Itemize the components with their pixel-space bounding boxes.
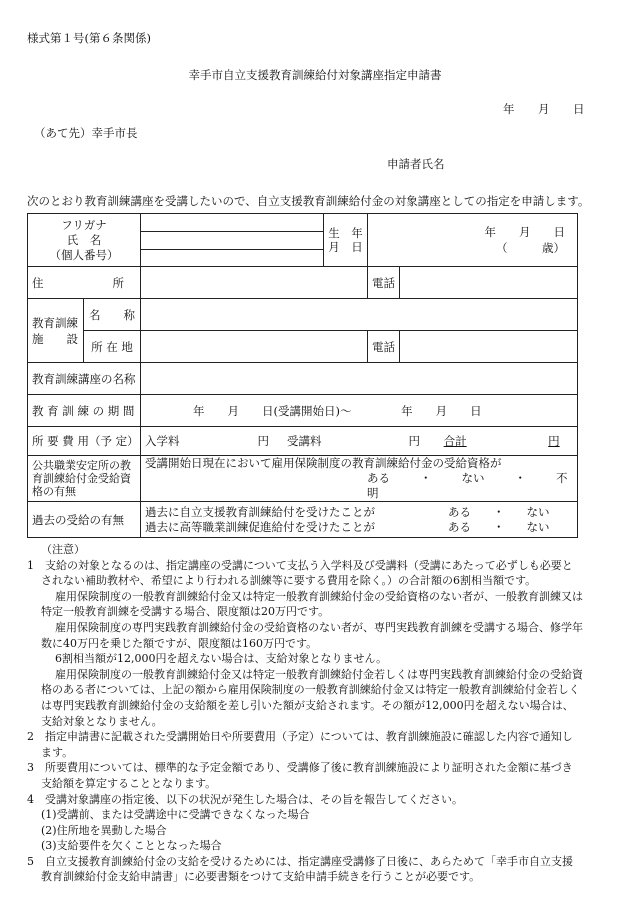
furigana-field[interactable] <box>141 214 324 232</box>
note-1a: 雇用保険制度の一般教育訓練給付金又は特定一般教育訓練給付金の受給資格のない者が、一般教育訓練又は特定一般教育訓練を受講する場合、限度額は20万円です。 <box>41 589 583 619</box>
hw-text: 受講開始日現在において雇用保険制度の教育訓練給付金の受給資格が <box>145 456 502 470</box>
facility-label: 教育訓練 施 設 <box>28 299 84 363</box>
personal-number-label: （個人番号） <box>49 247 119 262</box>
past-1-text: 過去に自立支援教育訓練給付を受けたことが <box>145 504 375 519</box>
course-name-label: 教育訓練講座の名称 <box>28 363 141 395</box>
note-4-3: (3)支給要件を欠くこととなった場合 <box>41 839 222 853</box>
intro-text: 次のとおり教育訓練講座を受講したいので、自立支援教育訓練給付金の対象講座としての指定を申請します。 <box>27 194 590 208</box>
entrance-fee-yen: 円 <box>257 434 269 448</box>
period-end: 年 月 日 <box>401 403 482 418</box>
hw-label: 公共職業安定所の教育訓練給付金受給資格の有無 <box>28 456 141 502</box>
note-2: 2 指定申請書に記載された受講開始日や所要費用（予定）については、教育訓練施設に確認した内容で通知します。 <box>27 730 573 759</box>
total-label: 合計 <box>443 434 467 448</box>
name-label: 氏 名 <box>66 232 102 247</box>
note-4-2: (2)住所地を異動した場合 <box>41 823 167 837</box>
note-1b: 雇用保険制度の専門実践教育訓練給付金の受給資格のない者が、専門実践教育訓練を受講する場合、修学年数に40万円を乗じた額ですが、限度額は160万円です。 <box>41 620 583 650</box>
birth-ymd: 年 月 日 <box>484 225 565 239</box>
period-field[interactable] <box>141 395 578 427</box>
note-1c: 6割相当額が12,000円を超えない場合は、支給対象となりません。 <box>55 652 388 666</box>
facility-phone-field[interactable] <box>400 331 578 363</box>
form-number: 様式第１号(第６条関係) <box>27 31 151 45</box>
entrance-fee-label: 入学料 <box>145 434 180 448</box>
address-phone-field[interactable] <box>400 267 578 299</box>
note-1d: 雇用保険制度の一般教育訓練給付金又は特定一般教育訓練給付金若しくは専門実践教育訓練給付金の受給資格のある者については、上記の額から雇用保険制度の一般教育訓練給付金又は特定一般教育訓練給付金若しくは専門実践教育訓練給付金の支給額を差し引いた額が支給されます。その額が12,000円を超えない場合は、支給対象となりません。 <box>41 667 583 728</box>
name-field[interactable] <box>141 232 324 250</box>
past-label: 過去の受給の有無 <box>28 502 141 538</box>
tuition-yen: 円 <box>408 434 420 448</box>
date-day: 日 <box>573 102 585 116</box>
cost-field[interactable] <box>141 427 578 456</box>
facility-name-label: 名 称 <box>84 299 141 331</box>
facility-name-field[interactable] <box>141 299 578 331</box>
hw-option-no[interactable]: ない <box>461 471 485 485</box>
tuition-label: 受講料 <box>287 434 322 448</box>
application-table <box>27 213 578 538</box>
facility-location-label: 所 在 地 <box>84 331 141 363</box>
notes-heading: （注意） <box>41 543 85 556</box>
age-field: （ 歳） <box>496 241 565 255</box>
notes-section <box>27 542 583 885</box>
facility-location-field[interactable] <box>141 331 368 363</box>
birth-label-1: 生 年 <box>328 226 363 240</box>
note-5: 5 自立支援教育訓練給付金の支給を受けるためには、指定講座受講修了日後に、あらためて「幸手市自立支援教育訓練給付金支給申請書」に必要書類をつけて支給申請手続きを行うことが必要です。 <box>27 854 573 884</box>
course-name-field[interactable] <box>141 363 578 395</box>
note-3: 3 所要費用については、標準的な予定金額であり、受講修了後に教育訓練施設により証明された金額に基づき支給額を算定することとなります。 <box>27 761 573 790</box>
date-year: 年 <box>503 102 515 116</box>
applicant-name-label: 申請者氏名 <box>387 157 445 171</box>
birth-label-2: 月 日 <box>328 240 363 254</box>
past-2-yes[interactable]: ある <box>448 519 471 534</box>
hw-option-unknown[interactable]: 不明 <box>367 471 568 500</box>
past-2-no[interactable]: ない <box>526 519 550 534</box>
personal-number-field[interactable] <box>141 250 324 267</box>
period-label: 教 育 訓 練 の 期 間 <box>28 395 141 427</box>
past-1-no[interactable]: ない <box>526 504 550 519</box>
facility-phone-label: 電話 <box>368 331 400 363</box>
name-label-cell <box>28 214 141 267</box>
note-4-1: (1)受講前、または受講途中に受講できなくなった場合 <box>41 808 310 822</box>
past-1-yes[interactable]: ある <box>448 504 471 519</box>
past-2-text: 過去に高等職業訓練促進給付を受けたことが <box>145 519 375 534</box>
addressee: （あて先）幸手市長 <box>34 126 138 140</box>
note-1: 1 支給の対象となるのは、指定講座の受講について支払う入学料及び受講料（受講にあたって必ずしも必要とされない補助教材や、希望により行われる訓練等に要する費用を除く。）の合計額の6割相当額です。 <box>27 558 573 588</box>
date-month: 月 <box>538 102 550 116</box>
birth-date-field[interactable] <box>368 214 578 267</box>
birth-label-cell <box>324 214 368 267</box>
past-field[interactable]: 過去に自立支援教育訓練給付を受けたことが ある ・ ない 過去に高等職業訓練促進給付を受けたことが ある ・ ない <box>141 502 578 538</box>
address-field[interactable] <box>141 267 368 299</box>
hw-field[interactable]: 受講開始日現在において雇用保険制度の教育訓練給付金の受給資格が ある ・ ない ・ 不明 <box>141 456 578 502</box>
period-start: 年 月 日(受講開始日)～ <box>193 403 352 418</box>
address-phone-label: 電話 <box>368 267 400 299</box>
note-4: 4 受講対象講座の指定後、以下の状況が発生した場合は、その旨を報告してください。 <box>27 792 463 806</box>
hw-option-yes[interactable]: ある <box>367 471 390 485</box>
cost-label: 所 要 費 用（予 定） <box>28 427 141 456</box>
form-title: 幸手市自立支援教育訓練給付対象講座指定申請書 <box>188 68 442 82</box>
furigana-label: フリガナ <box>61 217 107 232</box>
total-yen: 円 <box>548 434 560 448</box>
address-label: 住 所 <box>28 267 141 299</box>
